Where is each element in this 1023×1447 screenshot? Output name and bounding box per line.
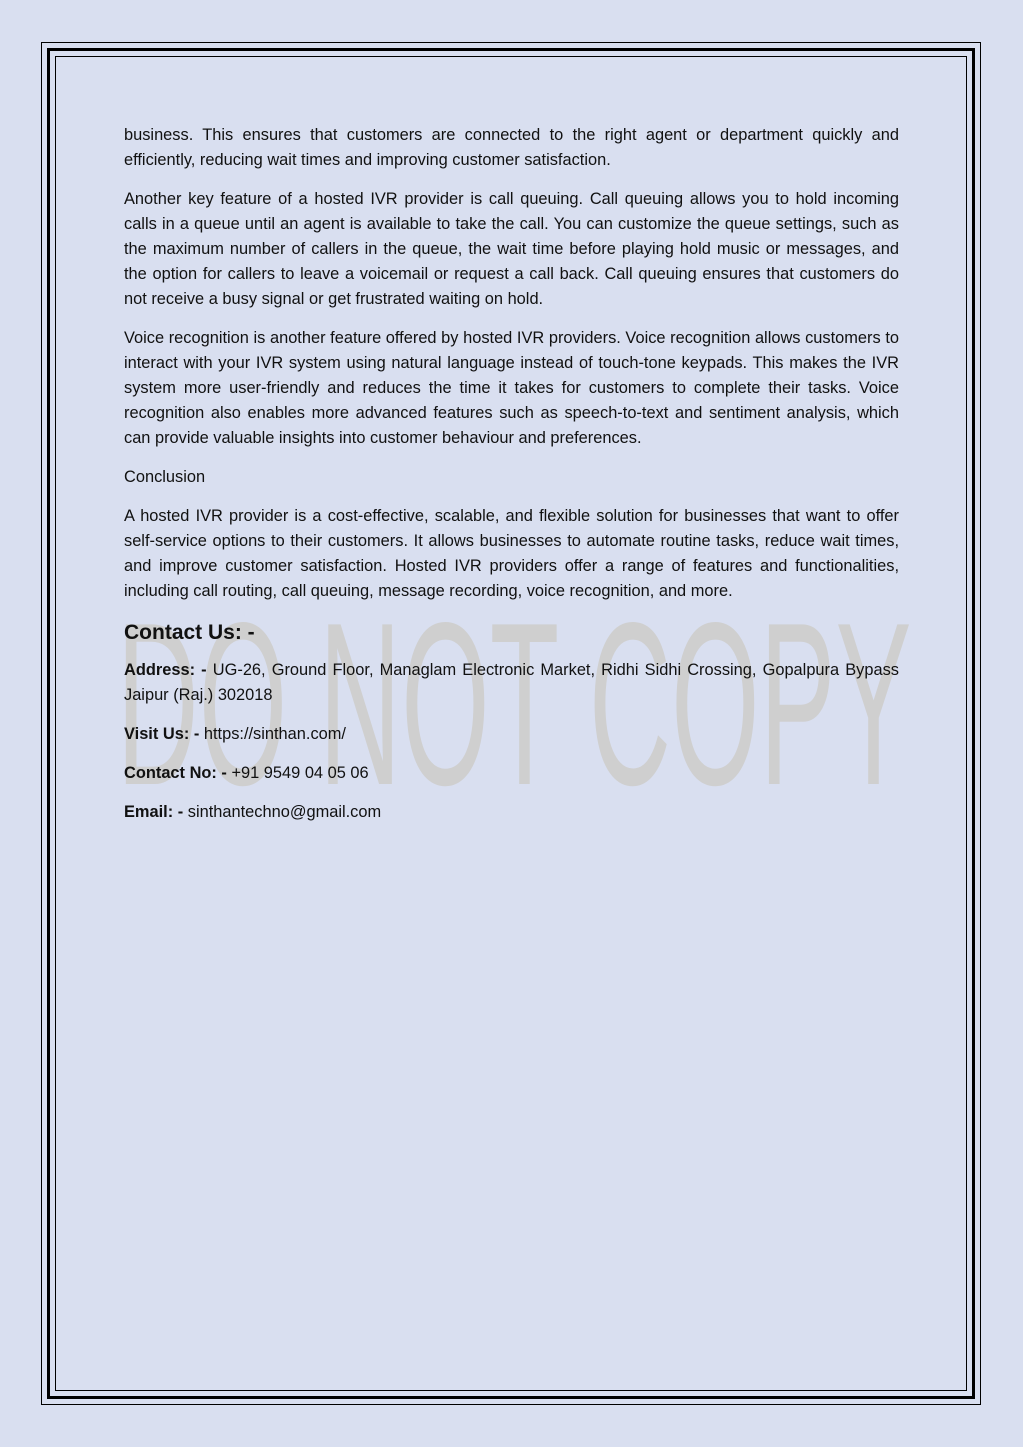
- paragraph-call-routing-end: business. This ensures that customers are connected to the right agent or department quickly and efficiently, reducing wait times and improving customer satisfaction.: [124, 126, 899, 169]
- contact-heading: Contact Us: -: [124, 621, 255, 644]
- watermark-text: DO NOT COPY: [116, 588, 912, 808]
- paragraph-conclusion: A hosted IVR provider is a cost-effective, scalable, and flexible solution for businesses that want to offer self-service options to their customers. It allows businesses to automate routine tasks, reduce wait times, and improve customer satisfaction. Hosted IVR providers offer a range of features and functionalities, including call routing, call queuing, message recording, voice recognition, and more.: [124, 507, 899, 600]
- phone-value: +91 9549 04 05 06: [226, 764, 369, 782]
- conclusion-heading: Conclusion: [124, 468, 206, 486]
- website-label: Visit Us: -: [124, 725, 200, 743]
- address-value: UG-26, Ground Floor, Managlam Electronic Market, Ridhi Sidhi Crossing, Gopalpura Bypass Jaipur (Raj.) 302018: [124, 661, 899, 704]
- contact-email: [124, 800, 899, 825]
- contact-phone: [124, 761, 899, 786]
- address-label: Address: -: [124, 661, 207, 679]
- paragraph-voice-recognition: Voice recognition is another feature offered by hosted IVR providers. Voice recognition allows customers to interact with your IVR system using natural language instead of touch-tone keypads. This makes the IVR system more user-friendly and reduces the time it takes for customers to complete their tasks. Voice recognition also enables more advanced features such as speech-to-text and sentiment analysis, which can provide valuable insights into customer behaviour and preferences.: [124, 329, 899, 447]
- contact-address: [124, 658, 899, 708]
- email-link[interactable]: sinthantechno@gmail.com: [183, 803, 382, 821]
- contact-website: [124, 722, 899, 747]
- email-label: Email: -: [124, 803, 184, 821]
- paragraph-call-queuing: Another key feature of a hosted IVR provider is call queuing. Call queuing allows you to hold incoming calls in a queue until an agent is available to take the call. You can customize the queue settings, such as the maximum number of callers in the queue, the wait time before playing hold music or messages, and the option for callers to leave a voicemail or request a call back. Call queuing ensures that customers do not receive a busy signal or get frustrated waiting on hold.: [124, 190, 899, 308]
- website-link[interactable]: https://sinthan.com/: [199, 725, 346, 743]
- phone-label: Contact No: -: [124, 764, 227, 782]
- document-body: [124, 123, 899, 839]
